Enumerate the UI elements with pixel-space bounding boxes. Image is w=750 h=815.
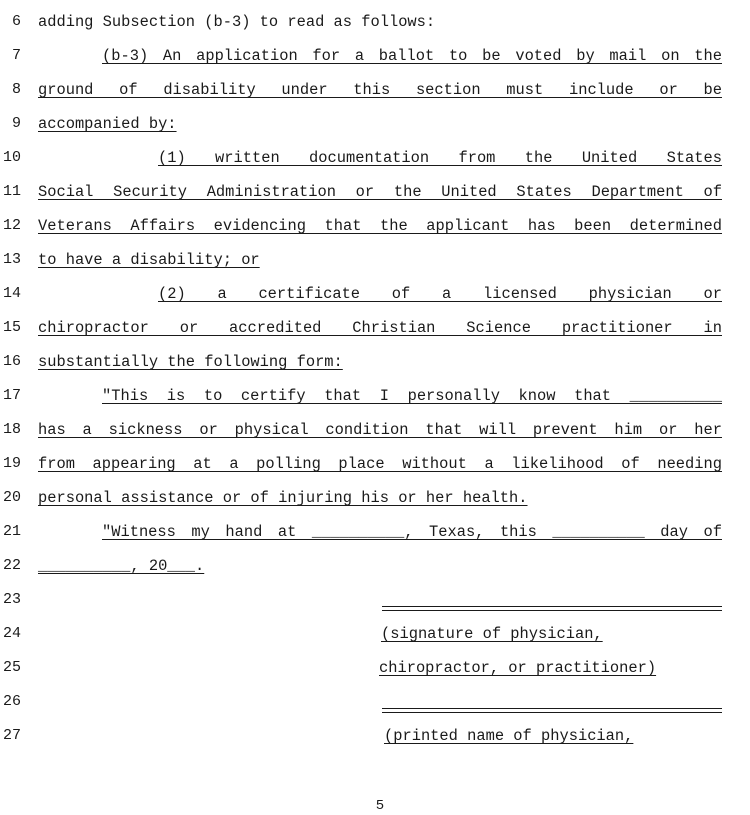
printed-name-line <box>382 712 722 713</box>
line-number: 19 <box>2 455 21 472</box>
line-text: to have a disability; or <box>38 251 260 269</box>
line-text: chiropractor, or practitioner) <box>379 659 657 677</box>
line-text: (printed name of physician, <box>384 727 634 745</box>
line-number: 9 <box>11 115 21 132</box>
line-text: personal assistance or of injuring his or her health. <box>38 489 528 507</box>
line-number: 22 <box>2 557 21 574</box>
line-number: 24 <box>2 625 21 642</box>
document-line <box>0 181 750 205</box>
line-number: 16 <box>2 353 21 370</box>
line-number: 13 <box>2 251 21 268</box>
document-line <box>0 351 750 375</box>
document-line <box>0 283 750 307</box>
line-number: 14 <box>2 285 21 302</box>
document-line <box>0 215 750 239</box>
document-line <box>0 725 750 749</box>
line-number: 18 <box>2 421 21 438</box>
line-number: 8 <box>11 81 21 98</box>
document-line <box>0 521 750 545</box>
line-number: 6 <box>11 13 21 30</box>
page-number: 5 <box>375 798 385 814</box>
line-number: 7 <box>11 47 21 64</box>
line-text: (b-3) An application for a ballot to be voted by mail on the <box>102 47 722 65</box>
document-line <box>0 79 750 103</box>
document-line <box>0 487 750 511</box>
document-line <box>0 555 750 579</box>
line-number: 21 <box>2 523 21 540</box>
document-line <box>0 385 750 409</box>
line-number: 11 <box>2 183 21 200</box>
document-line <box>0 11 750 35</box>
line-text: (signature of physician, <box>381 625 603 643</box>
line-text: (1) written documentation from the United States <box>158 149 722 167</box>
document-line <box>0 623 750 647</box>
line-text: substantially the following form: <box>38 353 343 371</box>
document-line <box>0 453 750 477</box>
line-number: 25 <box>2 659 21 676</box>
line-text: adding Subsection (b-3) to read as follows: <box>38 13 436 31</box>
line-text: (2) a certificate of a licensed physician or <box>158 285 722 303</box>
document-line <box>0 147 750 171</box>
line-number: 15 <box>2 319 21 336</box>
printed-name-line-double <box>382 708 722 709</box>
line-text: has a sickness or physical condition that will prevent him or her <box>38 421 722 439</box>
document-line <box>0 657 750 681</box>
line-text: chiropractor or accredited Christian Science practitioner in <box>38 319 722 337</box>
line-text: Veterans Affairs evidencing that the applicant has been determined <box>38 217 722 235</box>
line-text: from appearing at a polling place without a likelihood of needing <box>38 455 722 473</box>
line-number: 17 <box>2 387 21 404</box>
line-number: 20 <box>2 489 21 506</box>
line-text: Social Security Administration or the United States Department of <box>38 183 722 201</box>
line-text: accompanied by: <box>38 115 177 133</box>
signature-line-double <box>382 606 722 607</box>
line-text: ground of disability under this section must include or be <box>38 81 722 99</box>
document-line <box>0 419 750 443</box>
document-line <box>0 691 750 715</box>
signature-line <box>382 610 722 611</box>
document-line <box>0 317 750 341</box>
line-text: __________, 20___. <box>38 557 205 575</box>
line-number: 12 <box>2 217 21 234</box>
line-text: "Witness my hand at __________, Texas, this __________ day of <box>102 523 722 541</box>
document-line <box>0 589 750 613</box>
line-number: 26 <box>2 693 21 710</box>
line-number: 23 <box>2 591 21 608</box>
line-number: 10 <box>2 149 21 166</box>
line-number: 27 <box>2 727 21 744</box>
document-line <box>0 249 750 273</box>
document-line <box>0 113 750 137</box>
line-text: "This is to certify that I personally know that __________ <box>102 387 722 405</box>
document-line <box>0 45 750 69</box>
